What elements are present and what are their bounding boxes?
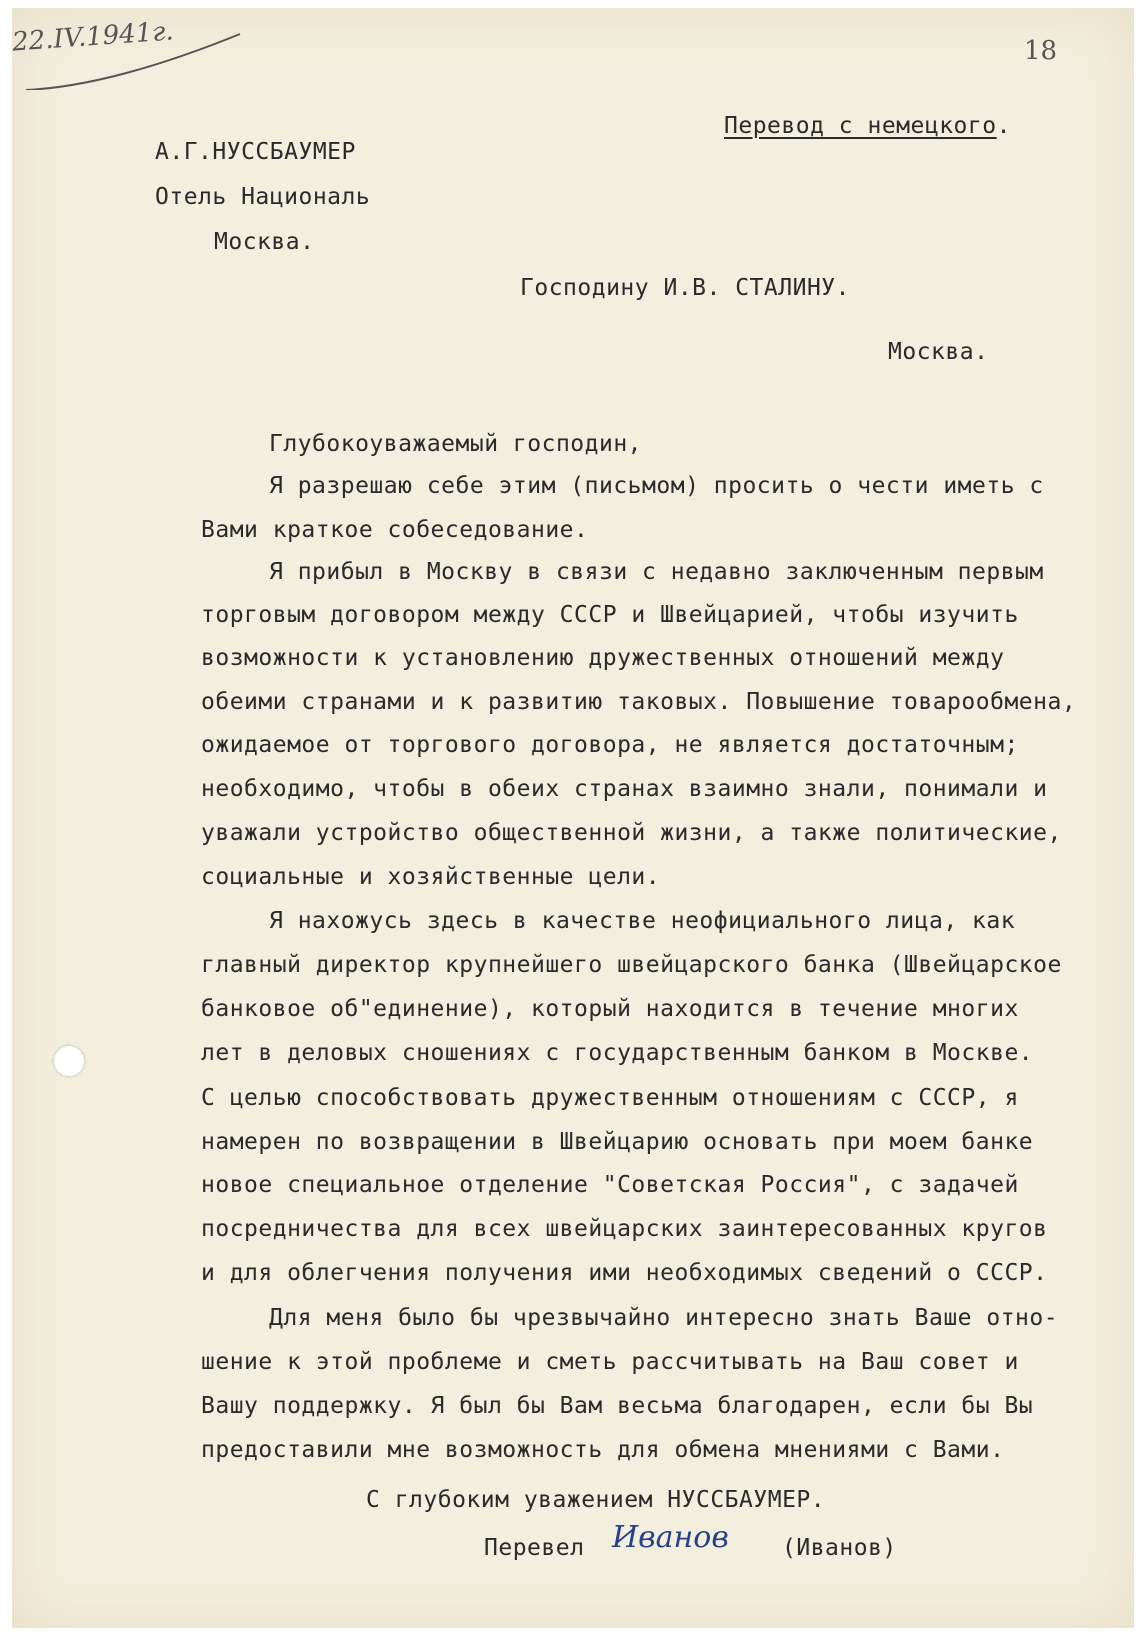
recipient-city: Москва. (888, 339, 989, 365)
document-page (12, 8, 1134, 1628)
body-line: главный директор крупнейшего швейцарского банка (Швейцарское (201, 952, 1062, 978)
recipient-name: Господину И.В. СТАЛИНУ. (520, 275, 850, 301)
body-line: и для облегчения получения ими необходимых сведений о СССР. (201, 1260, 1048, 1286)
body-line: необходимо, чтобы в обеих странах взаимно знали, понимали и (201, 776, 1048, 802)
body-line: ожидаемое от торгового договора, не является достаточным; (201, 732, 1019, 758)
handwritten-date: 22.IV.1941г. (11, 16, 175, 58)
body-line: новое специальное отделение "Советская Россия", с задачей (201, 1172, 1019, 1198)
body-line: обеими странами и к развитию таковых. Повышение товарообмена, (201, 689, 1077, 715)
sender-hotel: Отель Националь (155, 184, 371, 210)
body-line: социальные и хозяйственные цели. (201, 864, 661, 890)
body-line: Я прибыл в Москву в связи с недавно заключенным первым (269, 559, 1044, 585)
translation-note-period: . (996, 113, 1011, 139)
body-line: Я разрешаю себе этим (письмом) просить о чести иметь с (269, 473, 1044, 499)
body-line: торговым договором между СССР и Швейцарией, чтобы изучить (201, 602, 1019, 628)
body-line: шение к этой проблеме и сметь рассчитывать на Ваш совет и (201, 1349, 1019, 1375)
body-line: предоставили мне возможность для обмена мнениями с Вами. (201, 1437, 1005, 1463)
salutation: Глубокоуважаемый господин, (269, 431, 643, 457)
translator-name: (Иванов) (782, 1535, 897, 1561)
sender-name: А.Г.НУССБАУМЕР (155, 139, 356, 165)
body-line: С целью способствовать дружественным отношениям с СССР, я (201, 1085, 1019, 1111)
translation-note (724, 112, 1011, 140)
body-line: Я нахожусь здесь в качестве неофициального лица, как (269, 908, 1016, 934)
body-line: посредничества для всех швейцарских заинтересованных кругов (201, 1216, 1048, 1242)
closing: С глубоким уважением НУССБАУМЕР. (366, 1487, 826, 1513)
body-line: лет в деловых сношениях с государственным банком в Москве. (201, 1040, 1034, 1066)
translator-signature: Иванов (612, 1520, 729, 1555)
body-line: возможности к установлению дружественных отношений между (201, 645, 1005, 671)
body-line: намерен по возвращении в Швейцарию основать при моем банке (201, 1129, 1034, 1155)
body-line: Вашу поддержку. Я был бы Вам весьма благодарен, если бы Вы (201, 1393, 1034, 1419)
body-line: Вами краткое собеседование. (201, 517, 589, 543)
body-line: банковое об"единение), который находится в течение многих (201, 996, 1019, 1022)
translator-label: Перевел (484, 1535, 585, 1561)
pen-stroke (12, 20, 252, 90)
punch-hole (54, 1046, 84, 1076)
translation-note-text: Перевод с немецкого (724, 113, 997, 139)
body-line: уважали устройство общественной жизни, а также политические, (201, 820, 1062, 846)
body-line: Для меня было бы чрезвычайно интересно знать Ваше отно- (269, 1305, 1059, 1331)
sender-city: Москва. (214, 229, 315, 255)
page-number: 18 (1024, 36, 1058, 66)
